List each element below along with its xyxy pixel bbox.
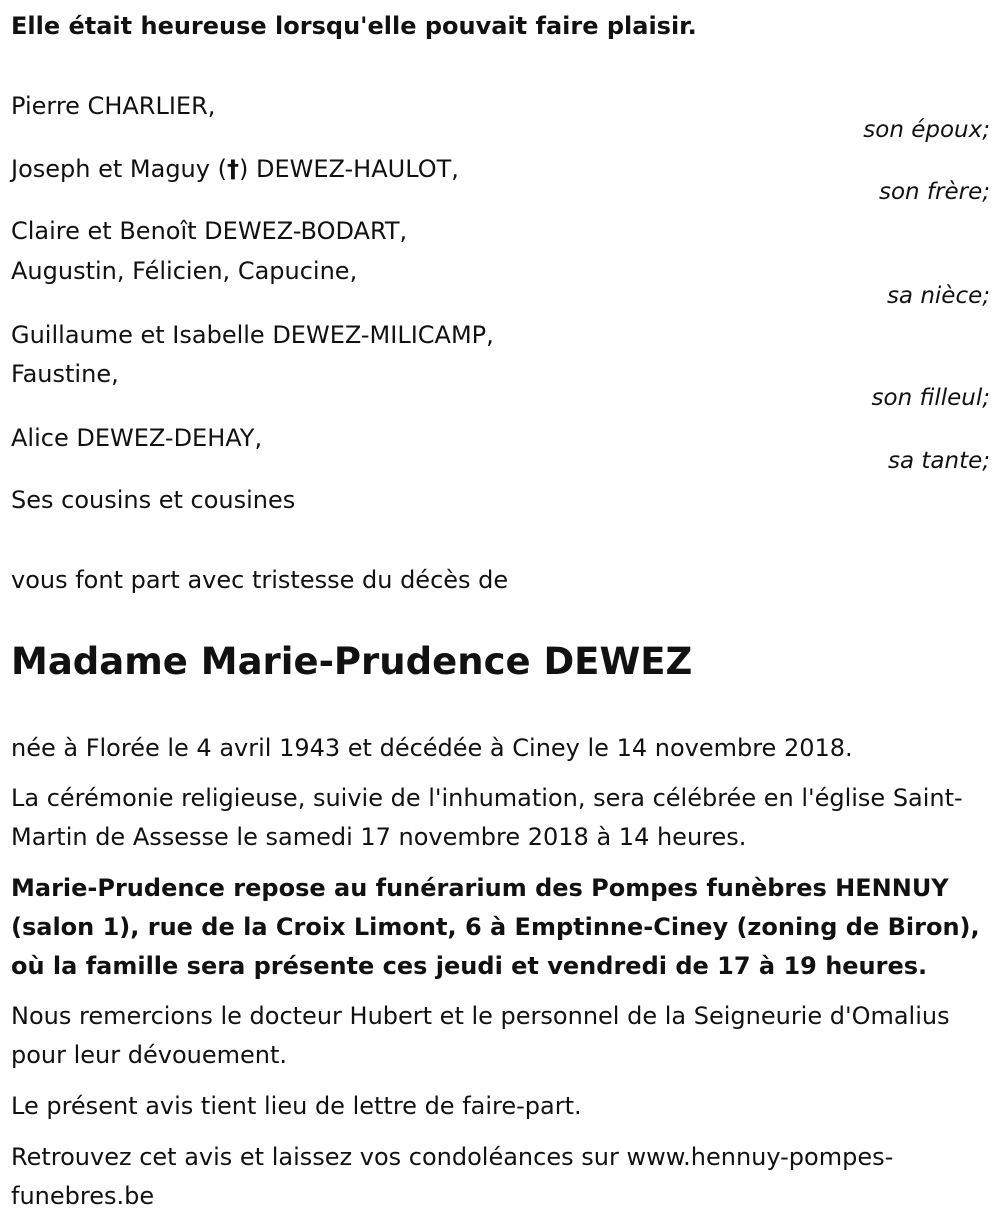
family-member-guillaume-children: Faustine,	[11, 360, 119, 388]
relation-claire: sa nièce;	[886, 283, 990, 309]
family-member-claire-children: Augustin, Félicien, Capucine,	[11, 257, 358, 285]
family-member-pierre: Pierre CHARLIER,	[11, 92, 216, 120]
ceremony-paragraph: La cérémonie religieuse, suivie de l'inhumation, sera célébrée en l'église Saint-Martin de Assesse le samedi 17 novembre 2018 à 14 heures.	[11, 784, 963, 851]
relation-guillaume: son filleul;	[871, 385, 990, 411]
thanks-paragraph: Nous remercions le docteur Hubert et le personnel de la Seigneurie d'Omalius pour leur dévouement.	[11, 1002, 950, 1069]
family-member-joseph-prefix: Joseph et Maguy (	[11, 155, 227, 183]
relation-alice: sa tante;	[888, 448, 990, 474]
motto: Elle était heureuse lorsqu'elle pouvait faire plaisir.	[11, 12, 697, 40]
family-member-guillaume: Guillaume et Isabelle DEWEZ-MILICAMP,	[11, 321, 494, 349]
cross-icon: †	[226, 155, 239, 183]
deceased-name: Madame Marie-Prudence DEWEZ	[11, 640, 693, 683]
family-member-joseph	[11, 150, 459, 188]
funerarium-paragraph: Marie-Prudence repose au funérarium des Pompes funèbres HENNUY (salon 1), rue de la Croix Limont, 6 à Emptinne-Ciney (zoning de Biron), où la famille sera présente ces jeudi et vendredi de 17 à 19 heures.	[11, 874, 980, 980]
family-member-alice: Alice DEWEZ-DEHAY,	[11, 424, 263, 452]
website-paragraph: Retrouvez cet avis et laissez vos condoléances sur www.hennuy-pompes-funebres.be	[11, 1143, 894, 1210]
notice-paragraph: Le présent avis tient lieu de lettre de faire-part.	[11, 1092, 582, 1120]
announcement-intro: vous font part avec tristesse du décès de	[11, 566, 509, 594]
birth-death-paragraph: née à Florée le 4 avril 1943 et décédée à Ciney le 14 novembre 2018.	[11, 734, 853, 762]
family-member-joseph-suffix: ) DEWEZ-HAULOT,	[238, 155, 459, 183]
family-cousins: Ses cousins et cousines	[11, 486, 296, 514]
relation-pierre: son époux;	[863, 117, 990, 143]
relation-joseph: son frère;	[878, 179, 990, 205]
family-member-claire: Claire et Benoît DEWEZ-BODART,	[11, 217, 408, 245]
